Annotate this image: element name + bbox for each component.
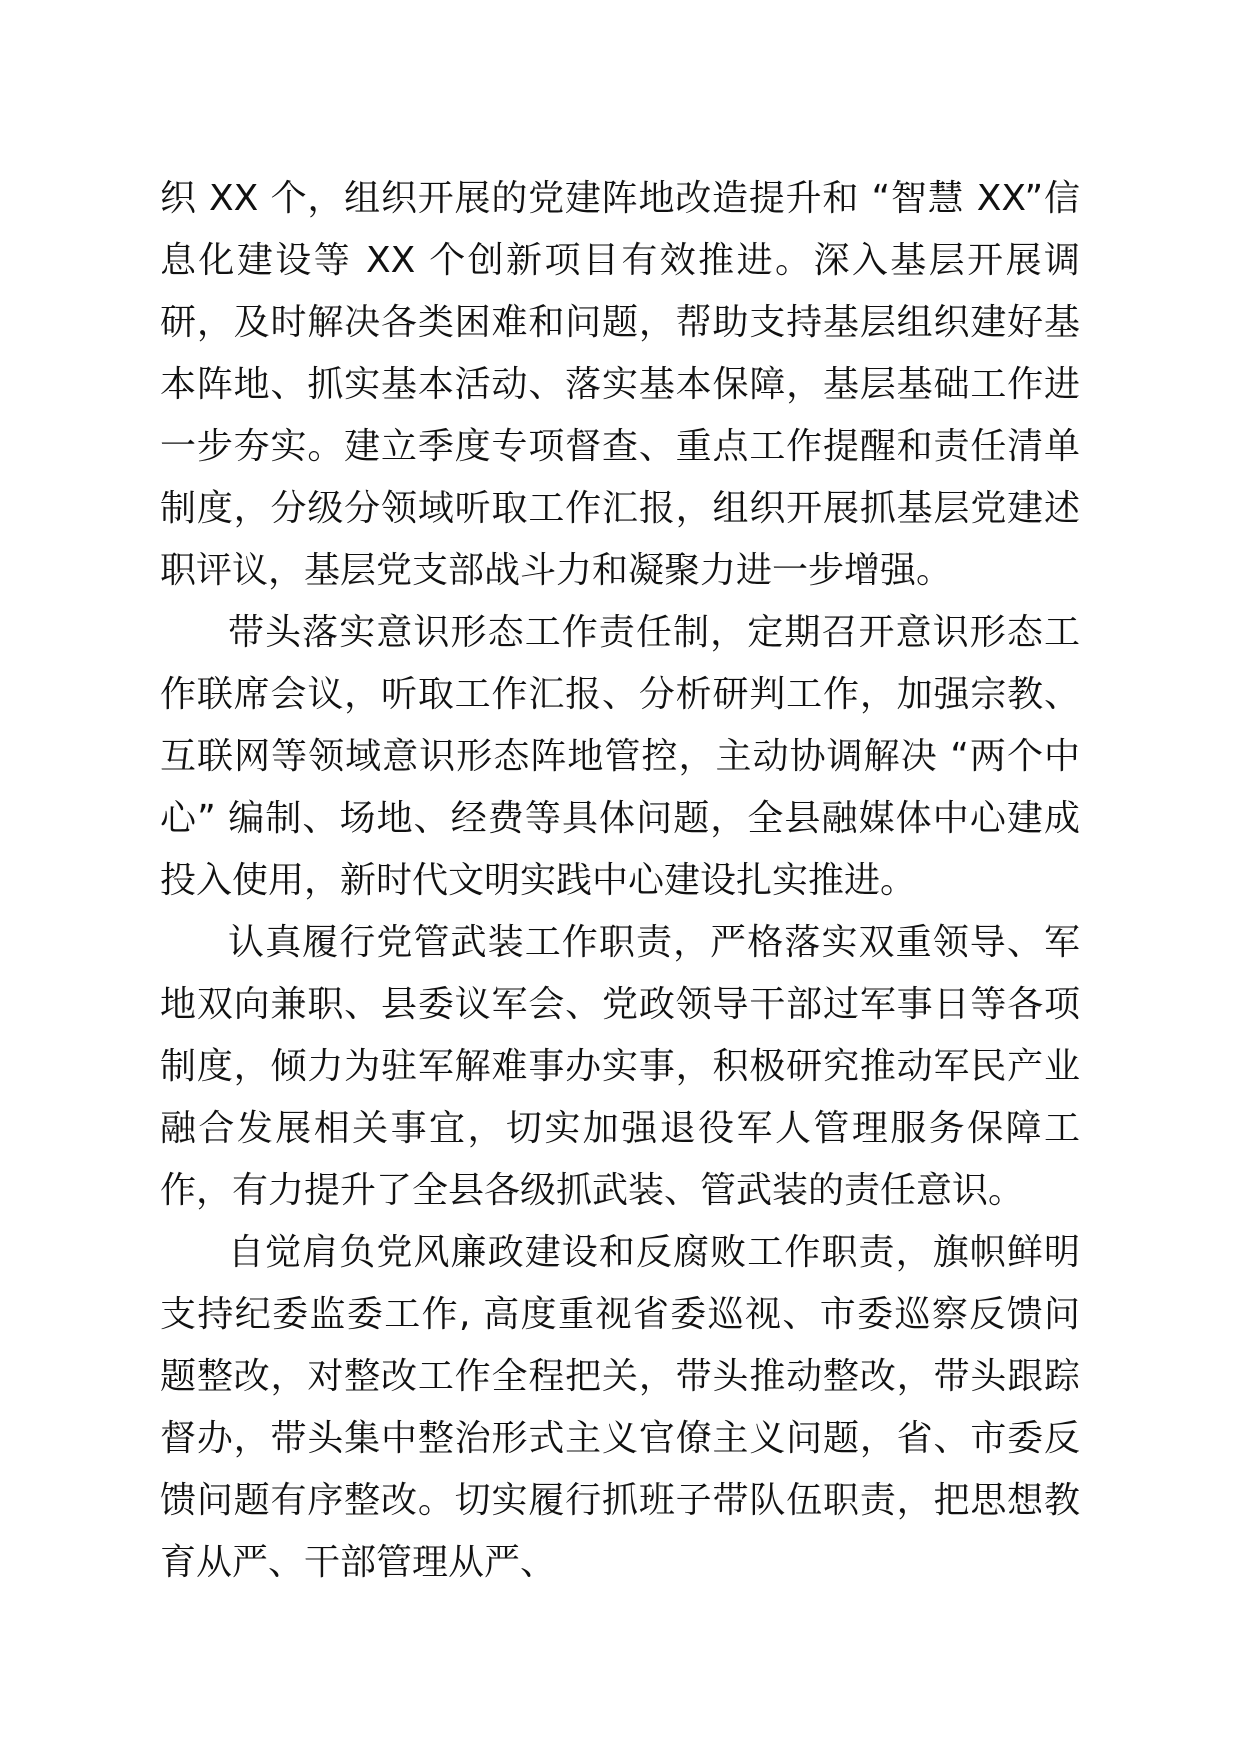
paragraph-4: 自觉肩负党风廉政建设和反腐败工作职责，旗帜鲜明支持纪委监委工作, 高度重视省委巡视、市委巡察反馈问题整改，对整改工作全程把关，带头推动整改，带头跟踪督办，带头集中整治形式主义官僚主义问题，省、市委反馈问题有序整改。切实履行抓班子带队伍职责，把思想教育从严、干部管理从严、 bbox=[160, 1232, 1080, 1583]
document-page bbox=[160, 168, 1080, 1594]
paragraph-1: 织 XX 个，组织开展的党建阵地改造提升和 “智慧 XX”信息化建设等 XX 个创新项目有效推进。深入基层开展调研，及时解决各类困难和问题，帮助支持基层组织建好基本阵地、抓实基本活动、落实基本保障，基层基础工作进一步夯实。建立季度专项督查、重点工作提醒和责任清单制度，分级分领域听取工作汇报，组织开展抓基层党建述职评议，基层党支部战斗力和凝聚力进一步增强。 bbox=[160, 178, 1080, 591]
paragraph-2: 带头落实意识形态工作责任制，定期召开意识形态工作联席会议，听取工作汇报、分析研判工作，加强宗教、互联网等领域意识形态阵地管控，主动协调解决 “两个中心” 编制、场地、经费等具体问题，全县融媒体中心建成投入使用，新时代文明实践中心建设扎实推进。 bbox=[160, 612, 1080, 901]
paragraph-3: 认真履行党管武装工作职责，严格落实双重领导、军地双向兼职、县委议军会、党政领导干部过军事日等各项制度，倾力为驻军解难事办实事，积极研究推动军民产业融合发展相关事宜，切实加强退役军人管理服务保障工作，有力提升了全县各级抓武装、管武装的责任意识。 bbox=[160, 922, 1080, 1211]
